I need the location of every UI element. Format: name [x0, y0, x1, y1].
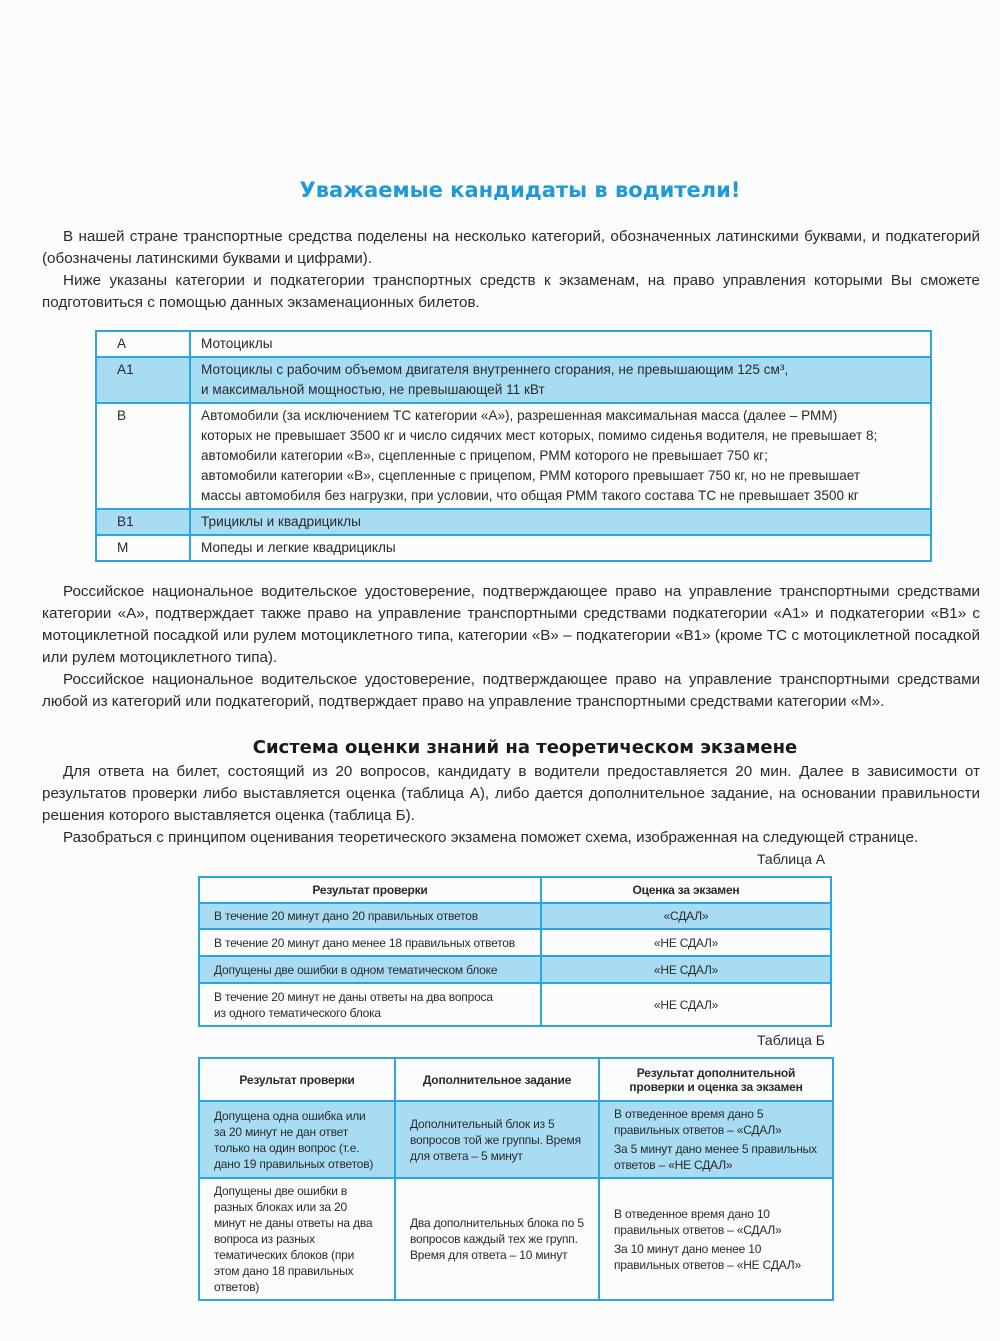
- grade-cell: «НЕ СДАЛ»: [541, 956, 831, 983]
- section-text: [42, 761, 980, 849]
- outcome-cell: [599, 1178, 833, 1300]
- category-description: [190, 509, 931, 535]
- table-b-caption: Таблица Б: [757, 1032, 825, 1048]
- table-row: [96, 509, 931, 535]
- result-cell: В течение 20 минут не даны ответы на два вопроса из одного тематического блока: [199, 983, 541, 1026]
- pass-condition: В отведенное время дано 10 правильных ответов – «СДАЛ»: [614, 1206, 782, 1237]
- description-line: Трициклы и квадрициклы: [201, 514, 361, 529]
- description-line: автомобили категории «В», сцепленные с прицепом, РММ которого не превышает 750 кг;: [201, 448, 768, 463]
- result-cell: Допущены две ошибки в разных блоках или за 20 минут не даны ответы на два вопроса из разных тематических блоков (при этом дано 18 правильных ответов): [199, 1178, 395, 1300]
- category-code: B: [96, 403, 190, 509]
- fail-condition: За 10 минут дано менее 10 правильных ответов – «НЕ СДАЛ»: [614, 1241, 801, 1272]
- pass-condition: В отведенное время дано 5 правильных ответов – «СДАЛ»: [614, 1107, 782, 1137]
- fail-condition: За 5 минут дано менее 5 правильных ответов – «НЕ СДАЛ»: [614, 1142, 817, 1172]
- description-line: Мотоциклы с рабочим объемом двигателя внутреннего сгорания, не превышающим 125 см³,: [201, 362, 789, 377]
- task-cell: Дополнительный блок из 5 вопросов той же группы. Время для ответа – 5 минут: [395, 1101, 599, 1178]
- column-header: Результат проверки: [199, 877, 541, 903]
- result-cell: Допущена одна ошибка или за 20 минут не дан ответ только на один вопрос (т.е. дано 19 правильных ответов): [199, 1101, 395, 1178]
- category-code: B1: [96, 509, 190, 535]
- table-row: [199, 1101, 833, 1178]
- table-row: [199, 903, 831, 929]
- page-title: Уважаемые кандидаты в водители!: [299, 178, 741, 202]
- grade-cell: «СДАЛ»: [541, 903, 831, 929]
- table-row: [199, 983, 831, 1026]
- table-row: [96, 331, 931, 357]
- table-row: [199, 956, 831, 983]
- description-line: массы автомобиля без нагрузки, при условии, что общая РММ такого состава ТС не превышает 3500 кг: [201, 488, 859, 503]
- category-description: [190, 357, 931, 403]
- table-row: [199, 1178, 833, 1300]
- task-cell: Два дополнительных блока по 5 вопросов каждый тех же групп. Время для ответа – 10 минут: [395, 1178, 599, 1300]
- category-description: [190, 403, 931, 509]
- result-cell: Допущены две ошибки в одном тематическом блоке: [199, 956, 541, 983]
- column-header: Результат дополнительной проверки и оценка за экзамен: [599, 1058, 833, 1101]
- description-line: которых не превышает 3500 кг и число сидячих мест которых, помимо сиденья водителя, не превышает 8;: [201, 428, 878, 443]
- grade-cell: «НЕ СДАЛ»: [541, 983, 831, 1026]
- table-row: [96, 357, 931, 403]
- column-header: Оценка за экзамен: [541, 877, 831, 903]
- description-line: автомобили категории «В», сцепленные с прицепом, РММ которого превышает 750 кг, но не превышает: [201, 468, 861, 483]
- intro-paragraph: В нашей стране транспортные средства поделены на несколько категорий, обозначенных латинскими буквами, и подкатегорий (обозначены латинскими буквами и цифрами).: [42, 228, 980, 267]
- description-line: Мопеды и легкие квадрициклы: [201, 540, 396, 555]
- category-description: [190, 331, 931, 357]
- column-header: Результат проверки: [199, 1058, 395, 1101]
- table-header-row: [199, 877, 831, 903]
- table-a: [198, 876, 832, 1027]
- table-row: [96, 403, 931, 509]
- license-paragraph: Российское национальное водительское удостоверение, подтверждающее право на управление транспортными средствами категории «А», подтверждает также право на управление транспортными средствами подкатегории «А1» и подкатегории «В1» с мотоциклетной посадкой или рулем мотоциклетного типа, категории «В» – подкатегории «В1» (кроме ТС с мотоциклетной посадкой или рулем мотоциклетного типа).: [42, 583, 980, 666]
- table-header-row: [199, 1058, 833, 1101]
- grade-cell: «НЕ СДАЛ»: [541, 929, 831, 956]
- result-cell: В течение 20 минут дано менее 18 правильных ответов: [199, 929, 541, 956]
- section-paragraph: Разобраться с принципом оценивания теоретического экзамена поможет схема, изображенная на следующей странице.: [63, 829, 919, 846]
- intro-paragraph: Ниже указаны категории и подкатегории транспортных средств к экзаменам, на право управления которыми Вы сможете подготовиться с помощью данных экзаменационных билетов.: [42, 272, 980, 311]
- license-paragraph: Российское национальное водительское удостоверение, подтверждающее право на управление транспортными средствами любой из категорий или подкатегорий, подтверждает право на управление транспортными средствами категории «М».: [42, 671, 980, 710]
- category-code: A: [96, 331, 190, 357]
- categories-table: [95, 330, 932, 562]
- section-heading: Система оценки знаний на теоретическом экзамене: [252, 737, 798, 758]
- column-header: Дополнительное задание: [395, 1058, 599, 1101]
- category-description: [190, 535, 931, 561]
- category-code: A1: [96, 357, 190, 403]
- description-line: Мотоциклы: [201, 336, 273, 351]
- table-b: [198, 1057, 834, 1301]
- license-text: [42, 581, 980, 713]
- section-paragraph: Для ответа на билет, состоящий из 20 вопросов, кандидату в водители предоставляется 20 мин. Далее в зависимости от результатов проверки либо выставляется оценка (таблица А), либо дается дополнительное задание, на основании правильности решения которого выставляется оценка (таблица Б).: [42, 763, 980, 824]
- category-code: M: [96, 535, 190, 561]
- outcome-cell: [599, 1101, 833, 1178]
- result-cell: В течение 20 минут дано 20 правильных ответов: [199, 903, 541, 929]
- description-line: и максимальной мощностью, не превышающей 11 кВт: [201, 382, 545, 397]
- description-line: Автомобили (за исключением ТС категории «А»), разрешенная максимальная масса (далее – РММ): [201, 408, 838, 423]
- table-row: [199, 929, 831, 956]
- table-row: [96, 535, 931, 561]
- intro-text: [42, 226, 980, 314]
- table-a-caption: Таблица А: [757, 851, 826, 867]
